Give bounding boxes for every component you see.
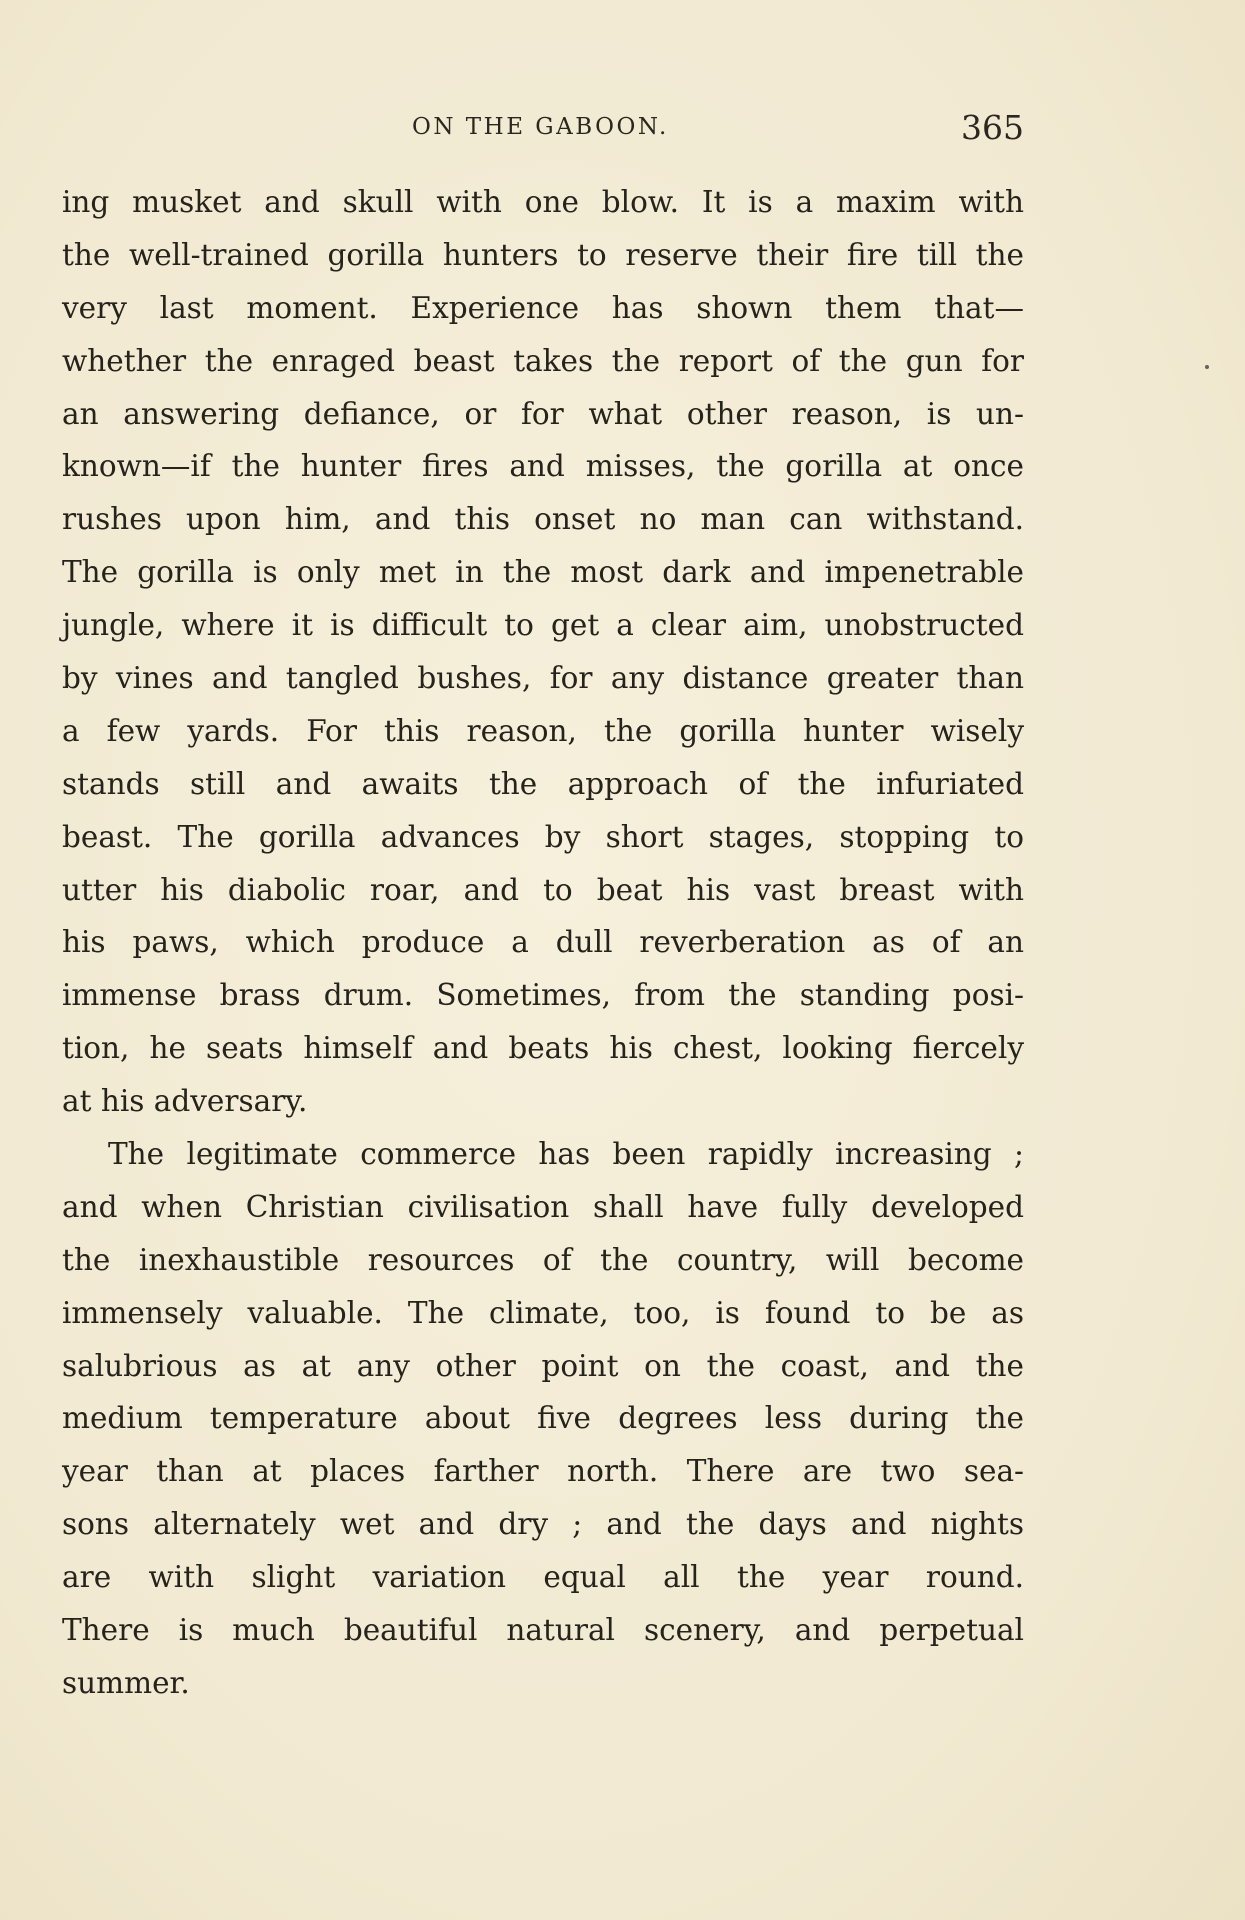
text-line: are with slight variation equal all the year round. [62,1560,1024,1595]
text-line: rushes upon him, and this onset no man can withstand. [62,502,1024,537]
body-text [62,176,1024,1710]
text-line: summer. [62,1665,190,1700]
page-header [62,108,1024,148]
text-line: medium temperature about five degrees less during the [62,1401,1024,1436]
text-line: utter his diabolic roar, and to beat his vast breast with [62,872,1024,907]
text-line: jungle, where it is difficult to get a clear aim, unobstructed [62,608,1024,643]
text-line: known—if the hunter fires and misses, the gorilla at once [62,449,1024,484]
margin-speck [1205,365,1209,369]
text-line: beast. The gorilla advances by short stages, stopping to [62,819,1024,854]
text-line: whether the enraged beast takes the report of the gun for [62,343,1024,378]
text-line: at his adversary. [62,1084,308,1119]
text-line: The gorilla is only met in the most dark and impenetrable [62,555,1024,590]
text-line: sons alternately wet and dry ; and the days and nights [62,1507,1024,1542]
text-line: a few yards. For this reason, the gorilla hunter wisely [62,713,1024,748]
text-line: tion, he seats himself and beats his chest, looking fiercely [62,1031,1024,1066]
text-line: The legitimate commerce has been rapidly increasing ; [108,1137,1024,1172]
text-line: salubrious as at any other point on the coast, and the [62,1348,1024,1383]
text-line: by vines and tangled bushes, for any distance greater than [62,661,1024,696]
text-line: the inexhaustible resources of the country, will become [62,1242,1024,1277]
text-line: immensely valuable. The climate, too, is found to be as [62,1295,1024,1330]
text-line: stands still and awaits the approach of the infuriated [62,766,1024,801]
running-head: ON THE GABOON. [412,114,669,140]
paragraph-2 [62,1128,1024,1710]
text-line: There is much beautiful natural scenery, and perpetual [62,1613,1024,1648]
page-number: 365 [961,108,1024,147]
paragraph-1 [62,176,1024,1128]
text-line: and when Christian civilisation shall have fully developed [62,1189,1024,1224]
text-line: immense brass drum. Sometimes, from the standing posi- [62,978,1024,1013]
text-line: year than at places farther north. There are two sea- [62,1454,1024,1489]
text-line: ing musket and skull with one blow. It is a maxim with [62,185,1024,219]
text-line: very last moment. Experience has shown them that— [62,290,1024,325]
text-line: the well-trained gorilla hunters to reserve their fire till the [62,237,1024,272]
text-line: an answering defiance, or for what other reason, is un- [62,396,1024,431]
text-line: his paws, which produce a dull reverberation as of an [62,925,1024,960]
